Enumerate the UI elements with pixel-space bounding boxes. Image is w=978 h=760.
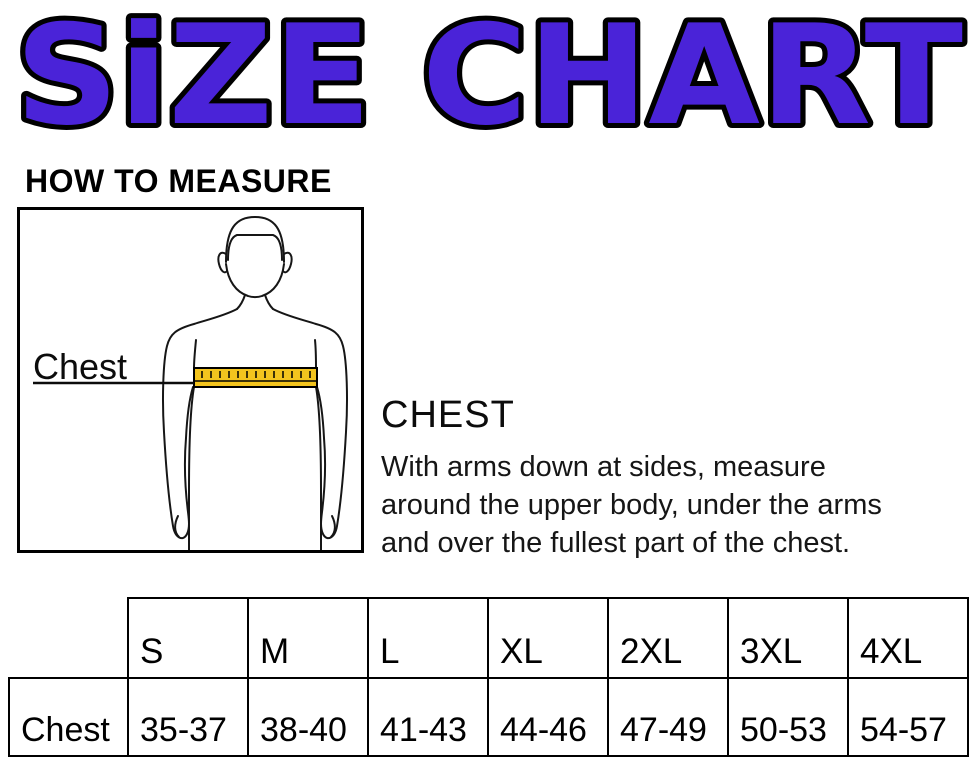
chest-section-heading: CHEST	[381, 394, 515, 436]
size-header-cell: L	[368, 598, 488, 678]
measurement-cell: 38-40	[248, 678, 368, 756]
size-table	[8, 597, 969, 757]
left-arm-outline	[163, 309, 237, 538]
measurement-cell: 41-43	[368, 678, 488, 756]
size-header-cell: 4XL	[848, 598, 968, 678]
measurement-cell: 47-49	[608, 678, 728, 756]
size-header-cell: 3XL	[728, 598, 848, 678]
measuring-tape	[194, 368, 317, 387]
size-header-cell: 2XL	[608, 598, 728, 678]
chest-instructions	[381, 448, 882, 562]
size-header-cell: S	[128, 598, 248, 678]
chest-diagram-label: Chest	[33, 346, 128, 387]
how-to-measure-heading: HOW TO MEASURE	[25, 163, 332, 199]
row-label-cell: Chest	[9, 678, 128, 756]
hairline-fringe	[228, 235, 282, 260]
right-torso-side	[316, 387, 321, 550]
measurement-cell: 54-57	[848, 678, 968, 756]
left-thumb	[175, 516, 179, 537]
page-title: SiZE CHART	[15, 0, 963, 152]
measurement-diagram-box	[17, 207, 364, 553]
right-arm-outline	[273, 309, 347, 538]
body-measurement-diagram	[20, 210, 361, 550]
empty-corner-cell	[9, 598, 128, 678]
size-header-row	[9, 598, 968, 678]
measurement-cell: 35-37	[128, 678, 248, 756]
face-outline	[226, 264, 284, 297]
size-header-cell: M	[248, 598, 368, 678]
neck-left	[237, 295, 245, 309]
chest-instruction-line: around the upper body, under the arms	[381, 489, 882, 521]
measurement-cell: 50-53	[728, 678, 848, 756]
hair-outline	[226, 217, 284, 262]
left-torso-side	[189, 387, 194, 550]
chest-measurements-row	[9, 678, 968, 756]
neck-right	[265, 295, 273, 309]
chest-instruction-line: and over the fullest part of the chest.	[381, 527, 851, 559]
size-header-cell: XL	[488, 598, 608, 678]
left-armpit-line	[194, 340, 196, 368]
right-armpit-line	[315, 340, 316, 368]
chest-instruction-line: With arms down at sides, measure	[381, 451, 826, 483]
measurement-cell: 44-46	[488, 678, 608, 756]
right-thumb	[331, 516, 335, 537]
size-chart-title-art	[0, 0, 978, 152]
